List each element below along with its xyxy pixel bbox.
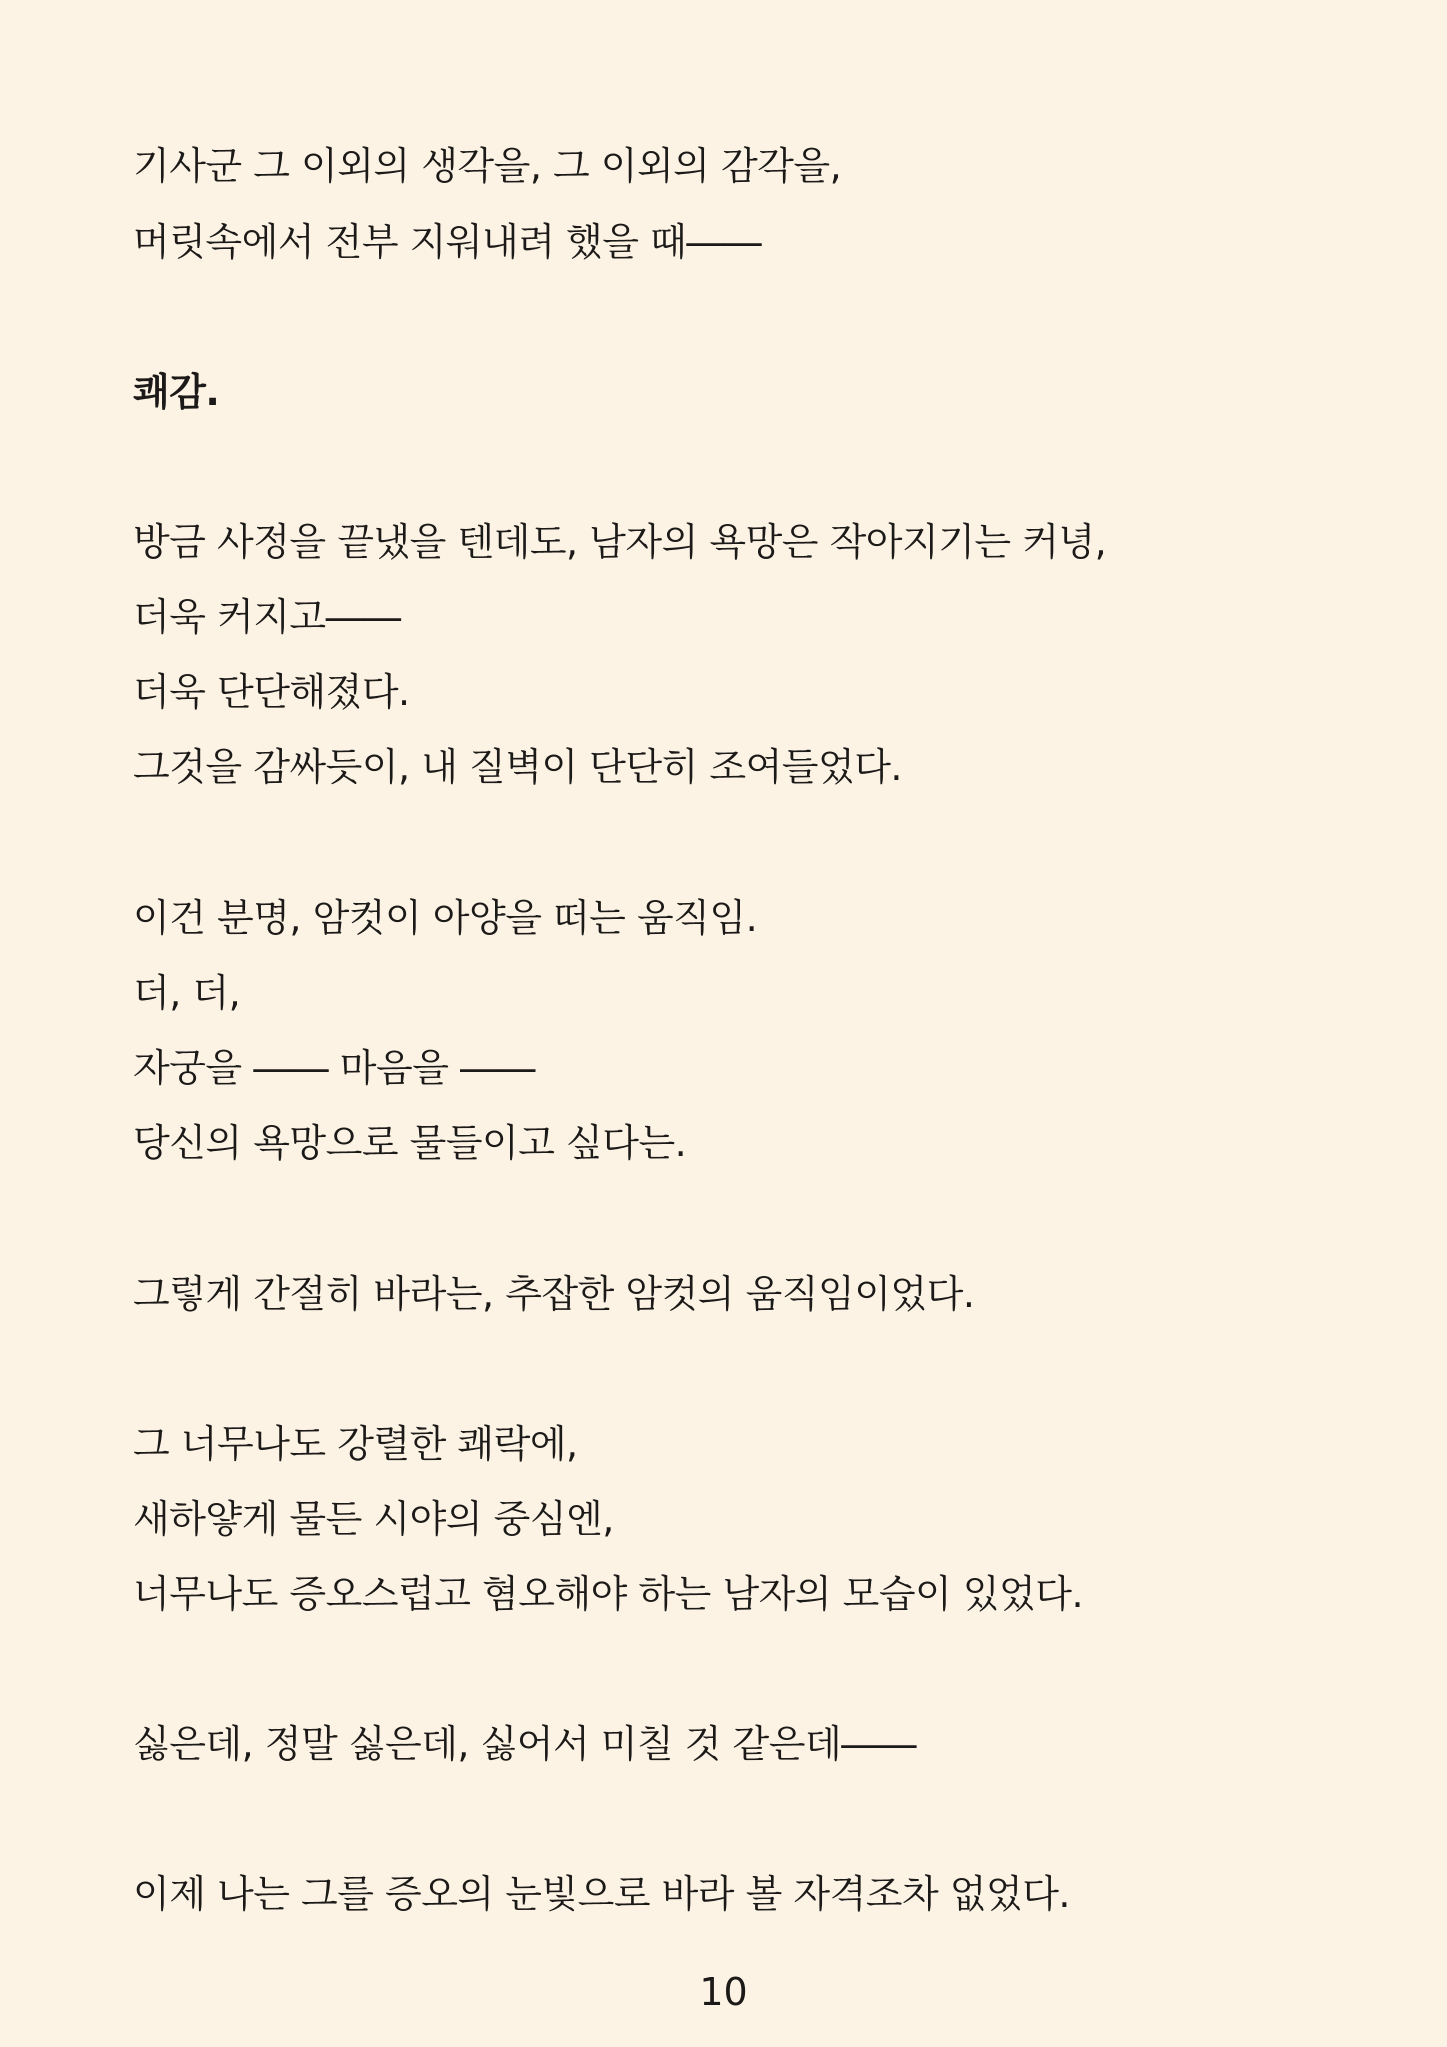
text-line-2: 머릿속에서 전부 지워내려 했을 때――	[133, 220, 762, 264]
text-line-13: 그 너무나도 강렬한 쾌락에,	[133, 1422, 578, 1466]
text-line-7: 그것을 감싸듯이, 내 질벽이 단단히 조여들었다.	[133, 745, 903, 789]
text-line-9: 더, 더,	[133, 971, 241, 1015]
text-line-6: 더욱 단단해졌다.	[133, 670, 410, 714]
text-line-10: 자궁을 ―― 마음을 ――	[133, 1046, 535, 1090]
text-line-8: 이건 분명, 암컷이 아양을 떠는 움직임.	[133, 896, 758, 940]
text-line-15: 너무나도 증오스럽고 혐오해야 하는 남자의 모습이 있었다.	[133, 1572, 1084, 1616]
text-line-12: 그렇게 간절히 바라는, 추잡한 암컷의 움직임이었다.	[133, 1272, 975, 1316]
text-line-14: 새하얗게 물든 시야의 중심엔,	[133, 1497, 614, 1541]
text-line-17: 이제 나는 그를 증오의 눈빛으로 바라 볼 자격조차 없었다.	[133, 1872, 1070, 1916]
text-line-11: 당신의 욕망으로 물들이고 싶다는.	[133, 1121, 687, 1165]
text-line-1: 기사군 그 이외의 생각을, 그 이외의 감각을,	[133, 144, 842, 188]
page-number: 10	[699, 1970, 748, 2014]
text-line-3: 쾌감.	[133, 370, 220, 414]
text-line-4: 방금 사정을 끝냈을 텐데도, 남자의 욕망은 작아지기는 커녕,	[133, 520, 1107, 564]
text-line-5: 더욱 커지고――	[133, 595, 401, 639]
text-line-16: 싫은데, 정말 싫은데, 싫어서 미칠 것 같은데――	[133, 1722, 917, 1766]
